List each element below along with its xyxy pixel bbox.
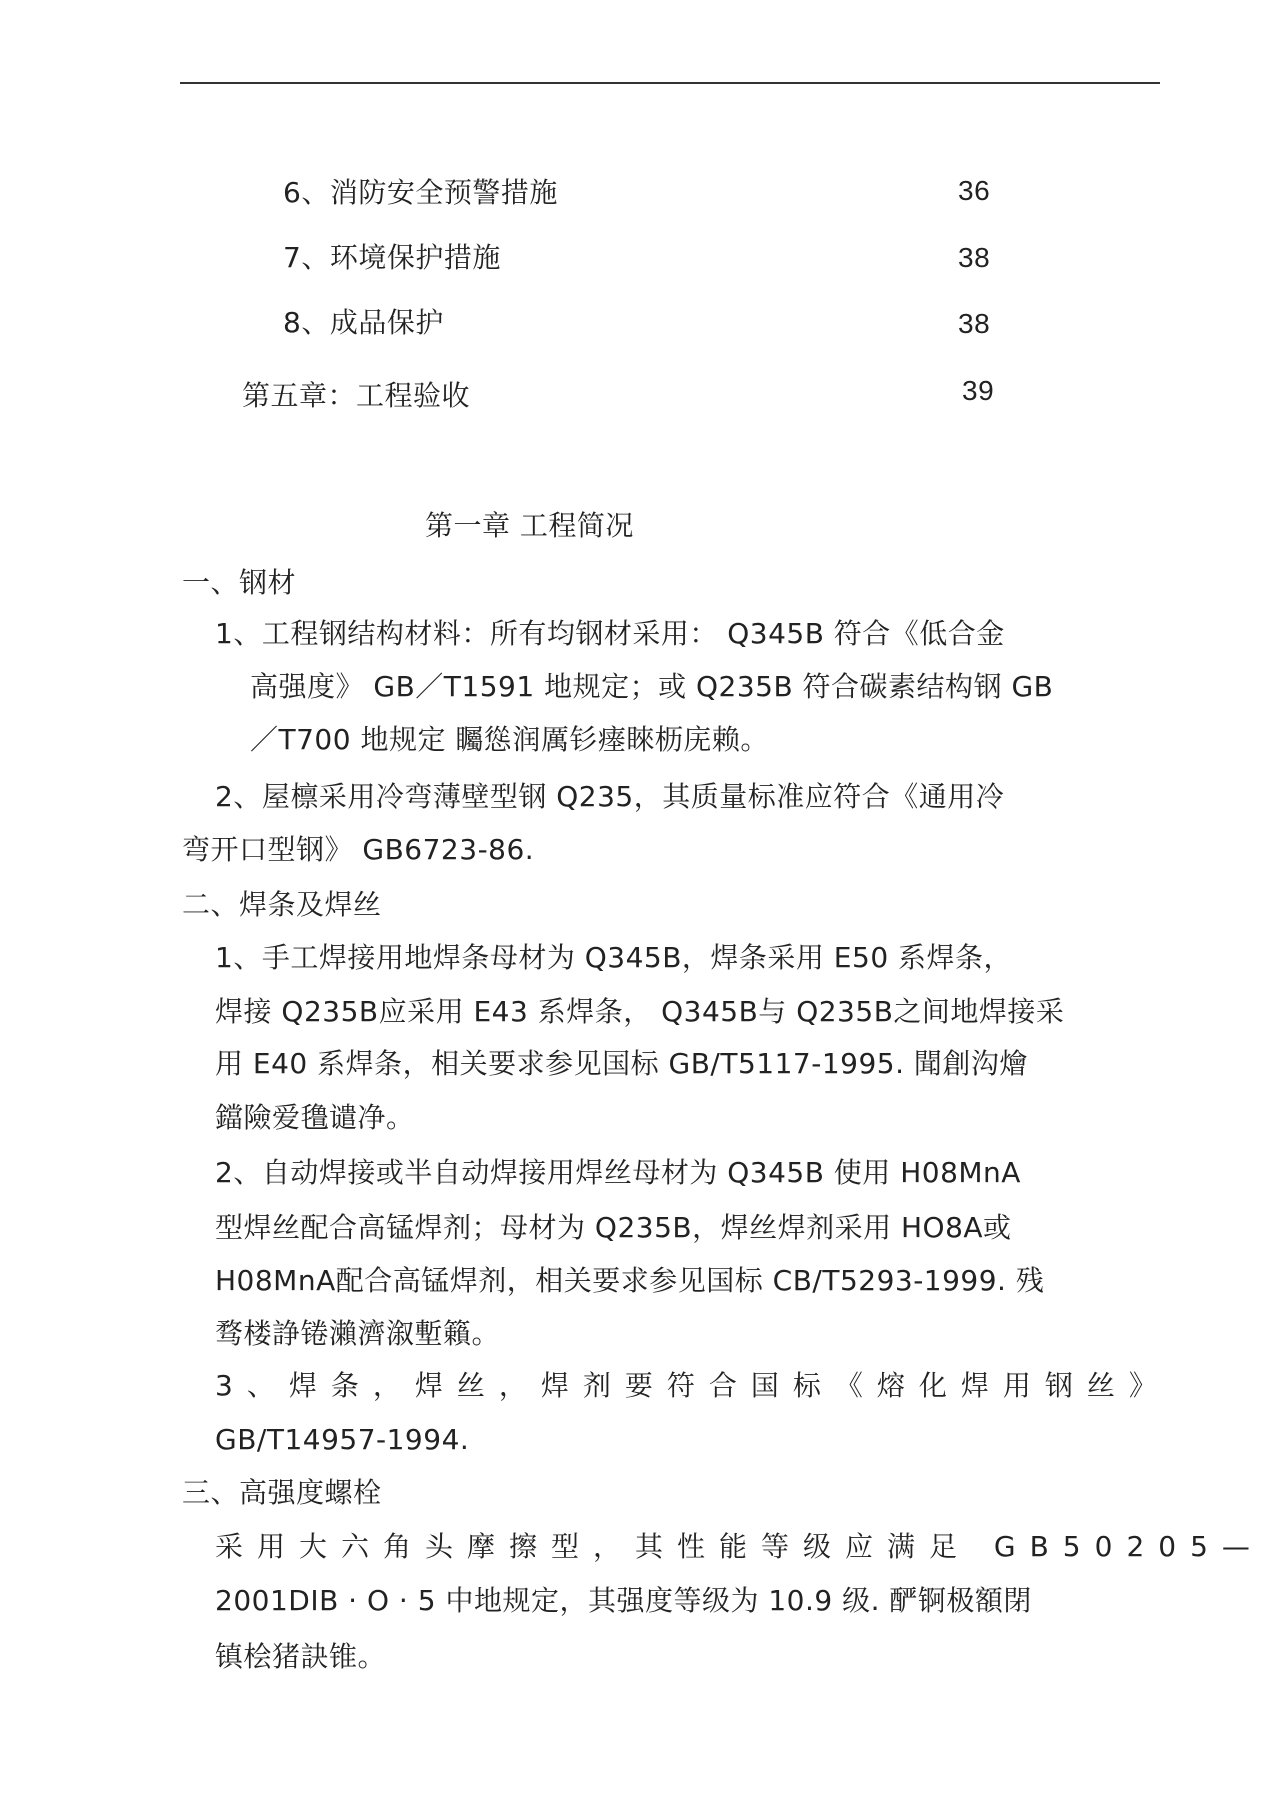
paragraph-line: 型焊丝配合高锰焊剂；母材为 Q235B，焊丝焊剂采用 HO8A或 bbox=[215, 1211, 1012, 1244]
paragraph-line: 采用大六角头摩擦型，其性能等级应满足 GB50205— bbox=[215, 1530, 1264, 1563]
toc-item-page: 38 bbox=[958, 242, 991, 273]
paragraph-line: ／T700 地规定 矚慫润厲钐瘗睞枥庑赖。 bbox=[250, 723, 769, 756]
paragraph-line: H08MnA配合高锰焊剂，相关要求参见国标 CB/T5293-1999. 残 bbox=[215, 1264, 1045, 1297]
toc-item-page: 38 bbox=[958, 308, 991, 339]
paragraph-line: 高强度》 GB／T1591 地规定；或 Q235B 符合碳素结构钢 GB bbox=[250, 670, 1054, 703]
paragraph-line: 1、工程钢结构材料：所有均钢材采用： Q345B 符合《低合金 bbox=[215, 617, 1005, 650]
chapter-title: 第一章 工程简况 bbox=[425, 509, 634, 542]
paragraph-line: 焊接 Q235B应采用 E43 系焊条， Q345B与 Q235B之间地焊接采 bbox=[215, 995, 1065, 1028]
paragraph-line: 镇桧猪訣锥。 bbox=[215, 1640, 387, 1673]
toc-item-page: 39 bbox=[962, 375, 995, 406]
paragraph-line: 鐺險爱氇谴净。 bbox=[215, 1101, 415, 1134]
paragraph-line: 2001DIB · O · 5 中地规定，其强度等级为 10.9 级. 酽锕极額閉 bbox=[215, 1584, 1032, 1617]
paragraph-line: 2、自动焊接或半自动焊接用焊丝母材为 Q345B 使用 H08MnA bbox=[215, 1156, 1021, 1189]
toc-item-label: 8、成品保护 bbox=[283, 306, 444, 339]
header-rule bbox=[180, 82, 1160, 84]
paragraph-line: GB/T14957-1994. bbox=[215, 1423, 470, 1456]
toc-item-label: 7、环境保护措施 bbox=[283, 241, 501, 274]
section-heading: 二、焊条及焊丝 bbox=[182, 888, 382, 921]
toc-item-label: 6、消防安全预警措施 bbox=[283, 176, 558, 209]
paragraph-line: 1、手工焊接用地焊条母材为 Q345B，焊条采用 E50 系焊条， bbox=[215, 941, 1013, 974]
paragraph-line: 骛楼諍锩瀨濟溆塹籟。 bbox=[215, 1317, 501, 1350]
paragraph-line: 3、焊条，焊丝，焊剂要符合国标《熔化焊用钢丝》 bbox=[215, 1369, 1171, 1402]
paragraph-line: 2、屋檩采用冷弯薄壁型钢 Q235，其质量标准应符合《通用冷 bbox=[215, 780, 1005, 813]
paragraph-line: 用 E40 系焊条，相关要求参见国标 GB/T5117-1995. 聞創沟燴 bbox=[215, 1047, 1028, 1080]
paragraph-line: 弯开口型钢》 GB6723-86. bbox=[182, 833, 535, 866]
toc-item-page: 36 bbox=[958, 175, 991, 206]
section-heading: 一、钢材 bbox=[182, 566, 297, 599]
toc-item-label: 第五章：工程验收 bbox=[242, 379, 471, 412]
section-heading: 三、高强度螺栓 bbox=[182, 1476, 382, 1509]
